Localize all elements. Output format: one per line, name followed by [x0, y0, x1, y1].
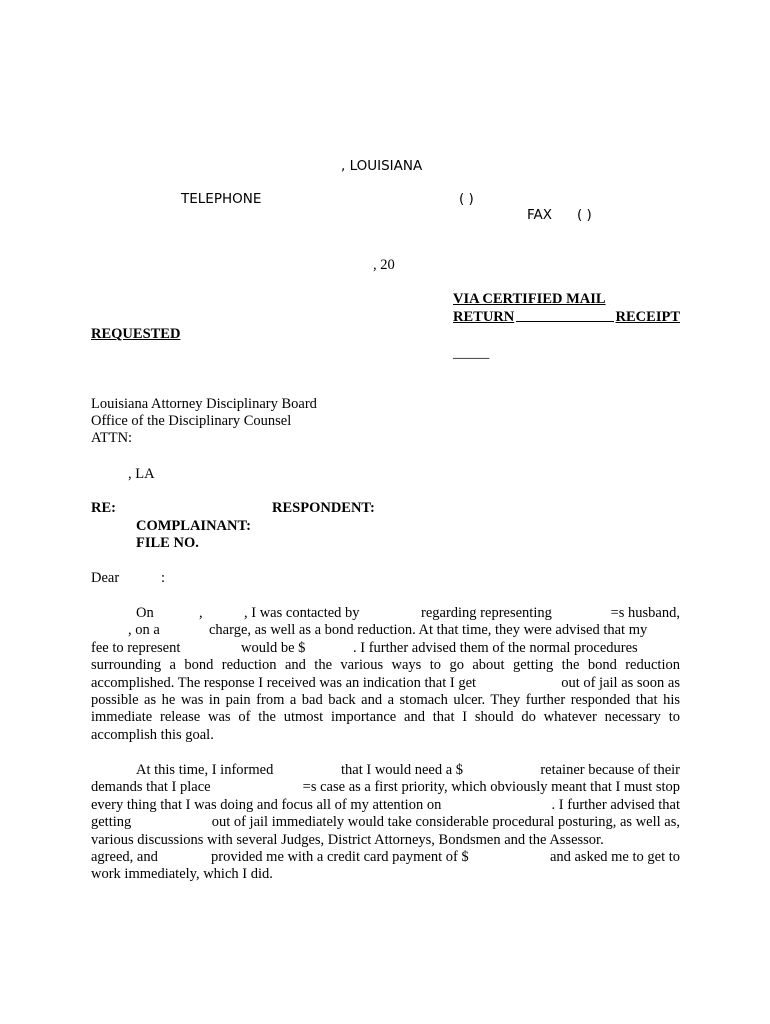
date-line: , 20 — [373, 257, 395, 273]
paragraph-2-line-4: getting out of jail immediately would take considerable procedural posturing, as well as, — [91, 814, 680, 831]
delivery-method-line1: VIA CERTIFIED MAIL — [453, 291, 606, 307]
paragraph-1-line-7: immediate release was of the utmost importance and that I should do whatever necessary to — [91, 709, 680, 726]
letterhead-city-state: , LOUISIANA — [341, 158, 423, 174]
paragraph-1-line-6: possible as he was in pain from a bad back and a stomach ulcer. They further responded that his — [91, 691, 680, 708]
paragraph-2-line-1: At this time, I informed that I would need a $ retainer because of their — [136, 762, 680, 778]
delivery-requested: REQUESTED — [91, 326, 181, 342]
paragraph-2-line-3: every thing that I was doing and focus all of my attention on . I further advised that — [91, 796, 680, 813]
receipt-word: RECEIPT — [615, 309, 680, 325]
body-paragraph-2 — [91, 762, 680, 884]
recipient-line3: ATTN: — [91, 430, 133, 446]
salutation-colon: : — [161, 570, 166, 586]
file-no-label: FILE NO. — [136, 535, 199, 551]
paragraph-2-line-5: various discussions with several Judges, District Attorneys, Bondsmen and the Assessor. — [91, 831, 604, 848]
respondent-label: RESPONDENT: — [272, 500, 375, 516]
paragraph-1-line-1: On , , I was contacted by regarding representing =s husband, — [136, 605, 680, 621]
telephone-area-code: ( ) — [459, 191, 474, 207]
paragraph-1-line-2: , on a charge, as well as a bond reduction. At that time, they were advised that my — [128, 622, 648, 639]
paragraph-2-line-2: demands that I place =s case as a first priority, which obviously meant that I must stop — [91, 779, 680, 796]
paragraph-1-line-8: accomplish this goal. — [91, 726, 214, 743]
paragraph-1-line-5: accomplished. The response I received was an indication that I get out of jail as soon as — [91, 674, 680, 691]
delivery-method-line2 — [453, 309, 680, 326]
fax-label: FAX — [527, 207, 553, 223]
fax-area-code: ( ) — [577, 207, 592, 223]
return-receipt-underline — [516, 309, 613, 322]
recipient-line1: Louisiana Attorney Disciplinary Board — [91, 396, 317, 412]
telephone-label: TELEPHONE — [181, 191, 262, 207]
complainant-label: COMPLAINANT: — [136, 518, 251, 534]
delivery-blank-rule: _____ — [453, 345, 490, 361]
recipient-line2: Office of the Disciplinary Counsel — [91, 413, 292, 429]
re-label: RE: — [91, 500, 116, 516]
recipient-city-state: , LA — [128, 466, 155, 482]
paragraph-1-line-4: surrounding a bond reduction and the various ways to go about getting the bond reduction — [91, 657, 680, 674]
paragraph-2-line-7: work immediately, which I did. — [91, 866, 273, 883]
return-word: RETURN — [453, 309, 515, 325]
paragraph-2-line-6: agreed, and provided me with a credit card payment of $ and asked me to get to — [91, 848, 680, 865]
salutation-dear: Dear — [91, 570, 120, 586]
paragraph-1-line-3: fee to represent would be $ . I further advised them of the normal procedures — [91, 639, 638, 656]
body-paragraph-1 — [91, 605, 680, 744]
